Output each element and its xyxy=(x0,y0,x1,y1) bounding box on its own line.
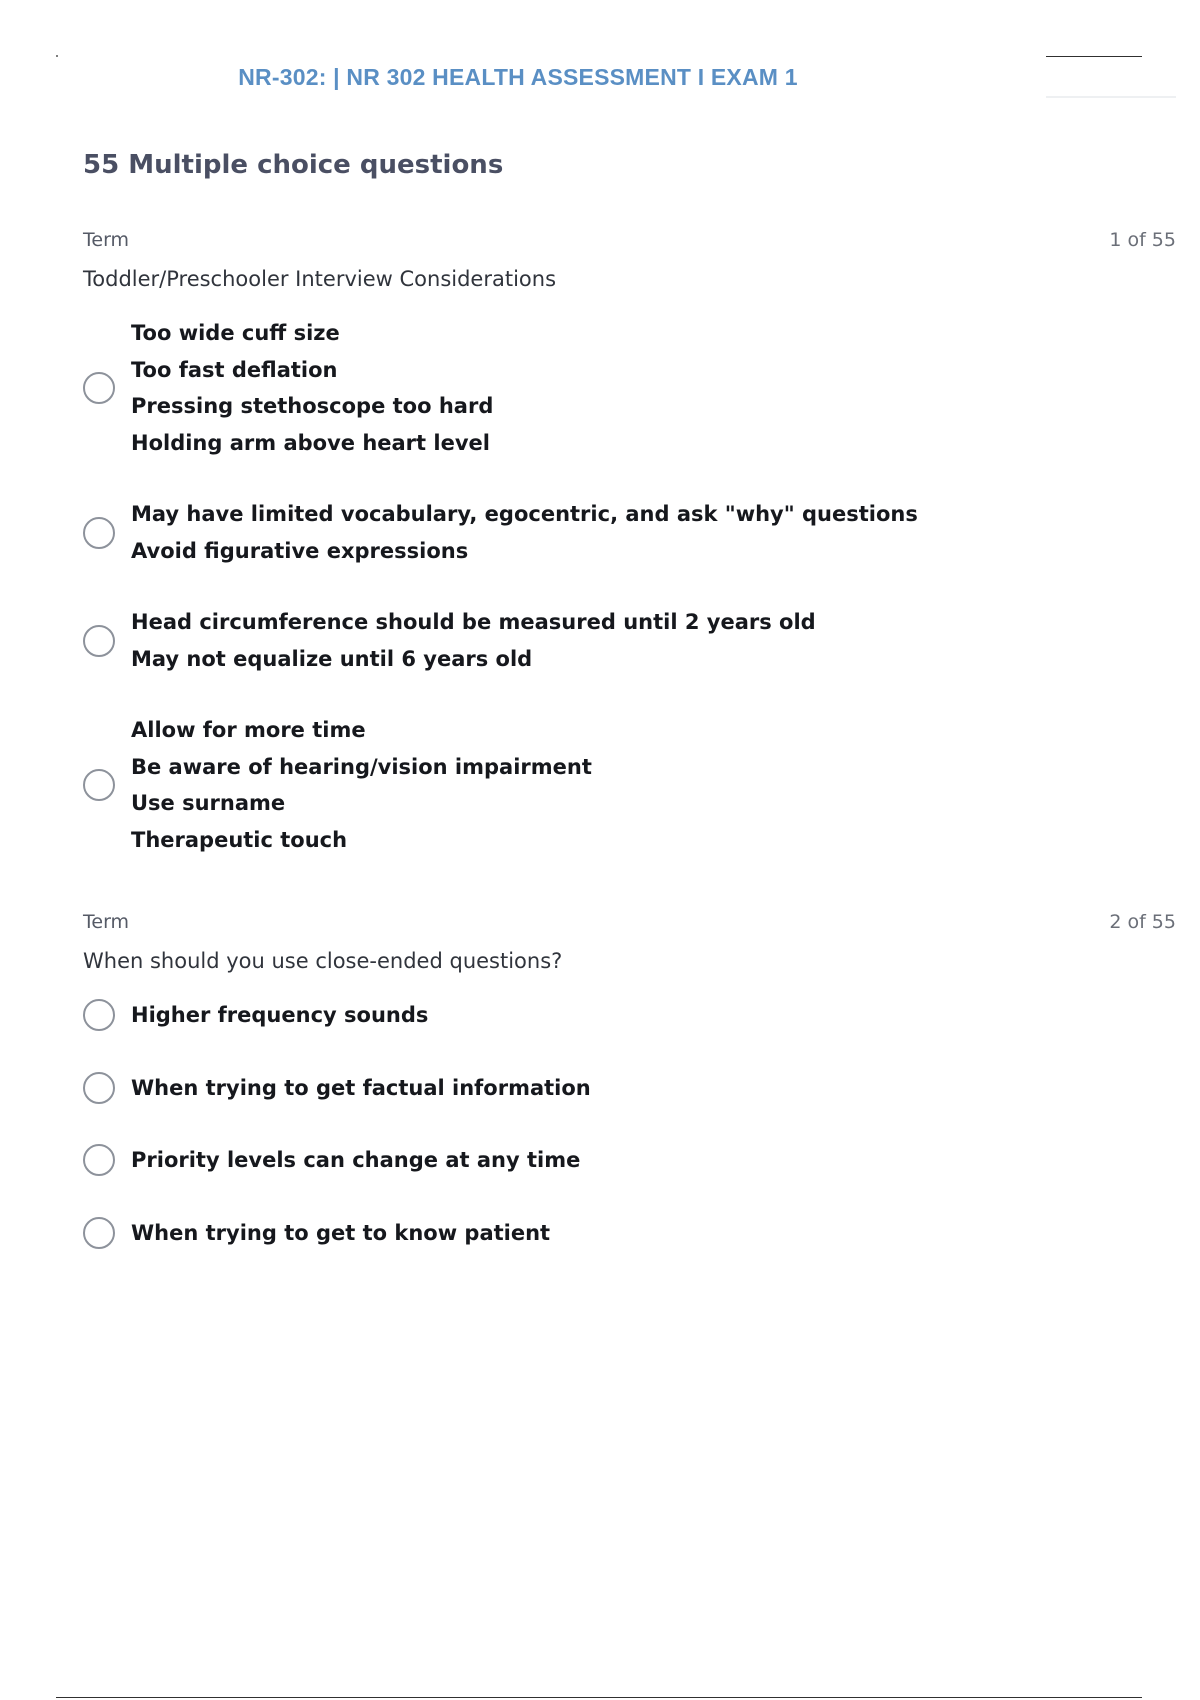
term-card-2 xyxy=(83,911,1176,1251)
radio-button-icon[interactable] xyxy=(83,625,115,657)
option-text xyxy=(131,1070,591,1107)
answer-option-1[interactable] xyxy=(83,997,1176,1034)
option-line: Therapeutic touch xyxy=(131,827,348,852)
option-line: Higher frequency sounds xyxy=(131,1003,429,1027)
header-rule xyxy=(1046,56,1142,57)
term-counter: 2 of 55 xyxy=(1109,911,1176,933)
answer-option-3[interactable] xyxy=(83,604,1176,677)
term-label: Term xyxy=(83,911,130,933)
option-line: Use surname xyxy=(131,791,286,815)
option-line: Too fast deflation xyxy=(131,357,338,382)
option-line: Be aware of hearing/vision impairment xyxy=(131,754,592,779)
option-text xyxy=(131,604,816,677)
radio-button-icon[interactable] xyxy=(83,1217,115,1249)
option-line: Avoid figurative expressions xyxy=(131,538,469,563)
option-line: Priority levels can change at any time xyxy=(131,1148,581,1172)
option-line: Head circumference should be measured until 2 years old xyxy=(131,610,816,634)
radio-button-icon[interactable] xyxy=(83,372,115,404)
option-line: May have limited vocabulary, egocentric, and ask "why" questions xyxy=(131,502,918,526)
option-text xyxy=(131,496,918,569)
term-label: Term xyxy=(83,229,130,251)
header-rule-faint xyxy=(1046,96,1176,98)
set-title: 55 Multiple choice questions xyxy=(83,150,504,180)
option-text xyxy=(131,1215,550,1252)
option-text xyxy=(131,712,592,858)
term-header xyxy=(83,911,1176,935)
radio-button-icon[interactable] xyxy=(83,1144,115,1176)
radio-button-icon[interactable] xyxy=(83,999,115,1031)
term-card-1 xyxy=(83,229,1176,893)
radio-button-icon[interactable] xyxy=(83,1072,115,1104)
option-text xyxy=(131,997,428,1034)
option-text xyxy=(131,315,493,461)
answer-options xyxy=(83,997,1176,1251)
answer-option-2[interactable] xyxy=(83,1070,1176,1107)
option-line: Too wide cuff size xyxy=(131,321,340,345)
footer-rule xyxy=(56,1697,1142,1698)
option-line: When trying to get to know patient xyxy=(131,1220,551,1245)
answer-option-1[interactable] xyxy=(83,315,1176,461)
option-text xyxy=(131,1142,580,1179)
option-line: When trying to get factual information xyxy=(131,1075,591,1100)
term-text: When should you use close-ended questions? xyxy=(83,949,563,973)
term-text: Toddler/Preschooler Interview Considerations xyxy=(83,267,557,291)
term-header xyxy=(83,229,1176,253)
radio-button-icon[interactable] xyxy=(83,517,115,549)
radio-button-icon[interactable] xyxy=(83,769,115,801)
answer-option-4[interactable] xyxy=(83,712,1176,858)
corner-mark xyxy=(56,55,58,57)
option-line: Pressing stethoscope too hard xyxy=(131,394,494,418)
document-header: NR-302: | NR 302 HEALTH ASSESSMENT I EXAM 1 xyxy=(238,64,798,90)
answer-options xyxy=(83,315,1176,858)
answer-option-3[interactable] xyxy=(83,1142,1176,1179)
answer-option-2[interactable] xyxy=(83,496,1176,569)
answer-option-4[interactable] xyxy=(83,1215,1176,1252)
option-line: May not equalize until 6 years old xyxy=(131,646,533,671)
option-line: Allow for more time xyxy=(131,718,366,742)
option-line: Holding arm above heart level xyxy=(131,430,490,455)
term-counter: 1 of 55 xyxy=(1109,229,1176,251)
